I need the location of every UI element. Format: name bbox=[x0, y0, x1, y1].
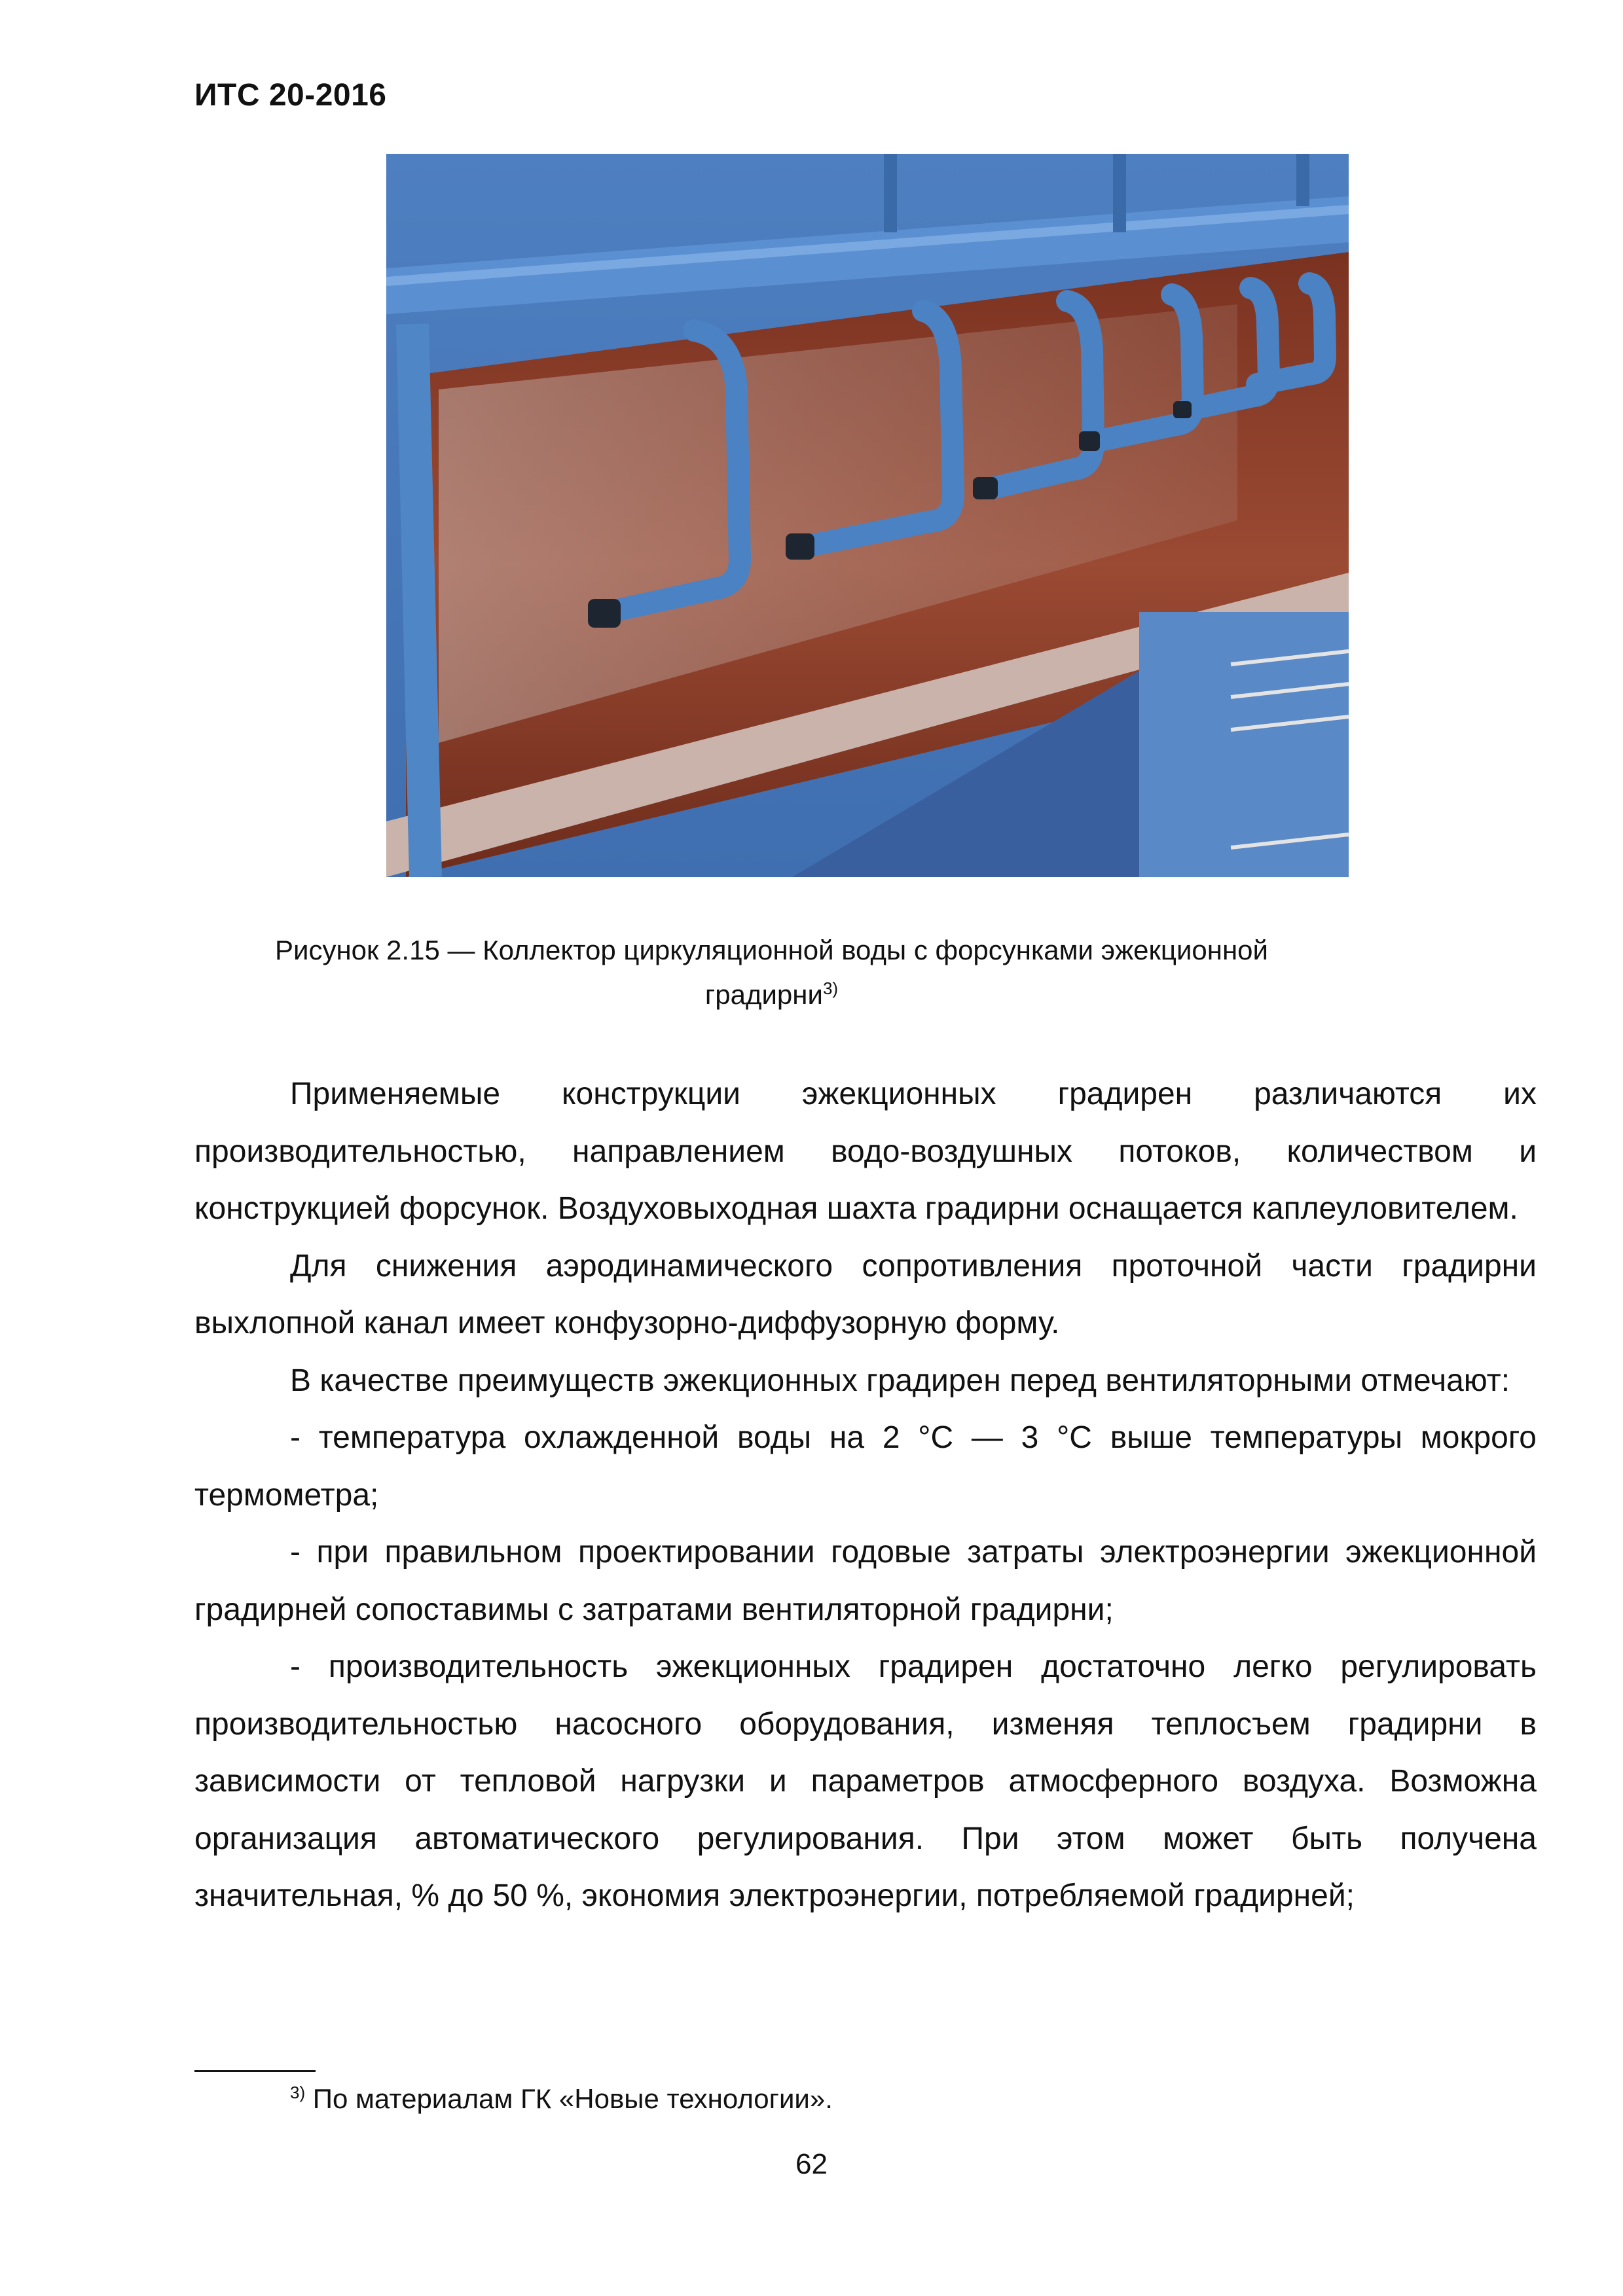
figure-caption bbox=[194, 928, 1349, 1017]
footnote bbox=[290, 2083, 833, 2115]
document-header: ИТС 20-2016 bbox=[194, 78, 387, 113]
body-text bbox=[194, 1066, 1537, 1925]
paragraph: Применяемые конструкции эжекционных градирен различаются их производительностью, направлением водо-воздушных потоков, количеством и конструкцией форсунок. Воздуховыходная шахта градирни оснащается каплеуловителем. bbox=[194, 1077, 1537, 1226]
page-number: 62 bbox=[795, 2148, 828, 2180]
collector-photo bbox=[386, 154, 1349, 877]
paragraph: В качестве преимуществ эжекционных градирен перед вентиляторными отмечают: bbox=[290, 1363, 1510, 1398]
footnote-divider bbox=[194, 2070, 316, 2072]
caption-line-1: Рисунок 2.15 — Коллектор циркуляционной воды с форсунками эжекционной bbox=[274, 935, 1268, 965]
footnote-marker: 3) bbox=[290, 2083, 306, 2102]
caption-line-2: градирни bbox=[704, 979, 823, 1010]
list-item: - при правильном проектировании годовые затраты электроэнергии эжекционной градирней сопоставимы с затратами вентиляторной градирни; bbox=[194, 1535, 1537, 1627]
footnote-text: По материалам ГК «Новые технологии». bbox=[305, 2083, 833, 2114]
caption-footnote-ref: 3) bbox=[822, 978, 839, 998]
list-item: - производительность эжекционных градирен достаточно легко регулировать производительностью насосного оборудования, изменяя теплосъем градирни в зависимости от тепловой нагрузки и параметров атмосферного воздуха. Возможна организация автоматического регулирования. При этом может быть получена значительная, % до 50 %, экономия электроэнергии, потребляемой градирней; bbox=[194, 1649, 1537, 1913]
paragraph: Для снижения аэродинамического сопротивления проточной части градирни выхлопной канал имеет конфузорно-диффузорную форму. bbox=[194, 1248, 1537, 1340]
list-item: - температура охлажденной воды на 2 °С — 3 °С выше температуры мокрого термометра; bbox=[194, 1420, 1537, 1513]
